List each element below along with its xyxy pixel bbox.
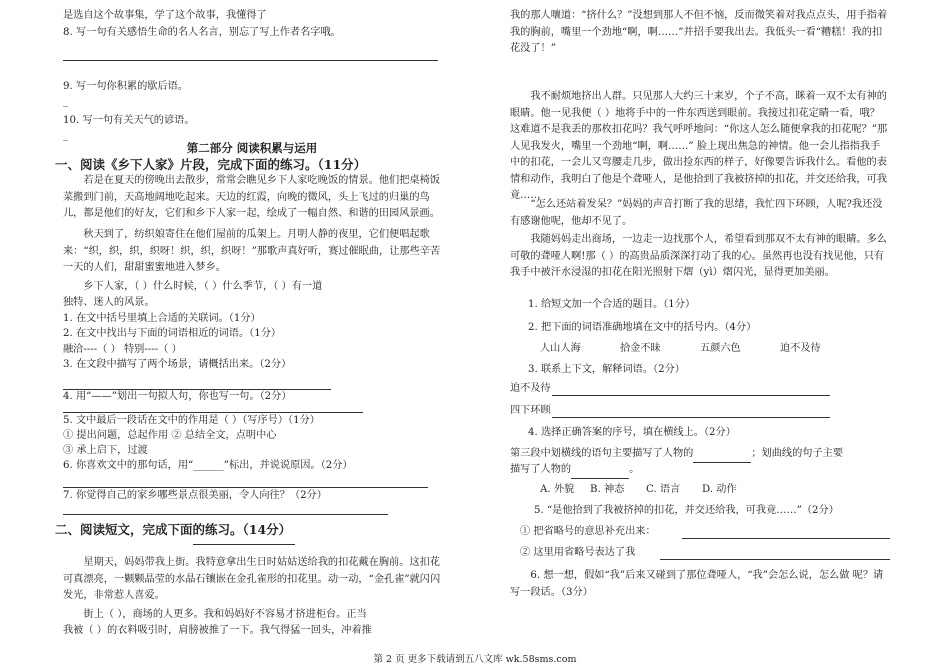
question-5-sub: ① 把省略号的意思补充出来： [520,526,656,537]
answer-options [540,482,870,499]
story-paragraph: 我被（ ）的衣料吸引时，肩膀被推了一下。我气得猛一回头，冲着推 [63,625,372,636]
dash-mark: _ [63,96,69,107]
question-2-words: 融洽----（ ） 特别----（ ） [63,344,182,355]
word-item: 五颜六色 [700,343,741,354]
passage-paragraph: 乡下人家，（ ）什么时候，（ ）什么季节，（ ）有一道 [83,281,323,292]
question-7: 7. 你觉得自己的家乡哪些景点很美丽，令人向往？（2分） [63,490,327,501]
answer-line [660,559,890,560]
story-paragraph: “怎么还站着发呆？”妈妈的声音打断了我的思绪，我忙四下环顾，人呢?我还没有感谢他呢，他却不见了。 [510,199,883,227]
question-8: 8. 写一句有关感悟生命的名人名言，别忘了写上作者名字哦。 [63,27,341,38]
option-line: ③ 承上启下，过渡 [63,445,148,456]
option: A. 外貌 [540,484,575,495]
story-paragraph: 星期天，妈妈带我上街。我特意拿出生日时姑姑送给我的扣花戴在胸前。这扣花可真漂亮，一颗颗晶莹的水晶石镶嵌在金孔雀形的扣花里。动一动，“金孔雀”就闪闪发光，非常惹人喜爱。 [63,557,441,601]
passage-paragraph: 若是在夏天的傍晚出去散步，常常会瞧见乡下人家吃晚饭的情景。他们把桌椅饭菜搬到门前，天高地阔地吃起来。天边的红霞，向晚的微风，头上飞过的归巢的鸟儿，都是他们的好友，它们和乡下人家一起，绘成了一幅自然、和谐的田园风景画。 [63,175,440,219]
answer-line [552,417,830,418]
option: D. 动作 [702,484,737,495]
story-paragraph: 我不耐烦地挤出人群。只见那人大约三十来岁，个子不高，眯着一双不太有神的眼睛。他一见我便（ ）地将手中的一件东西送到眼前。我接过扣花定睛一看，哦？这难道不是我丢的那枚扣花吗？我气呼呼地问：“你这人怎么随便拿我的扣花呢？”那人见我发火，嘴里一个劲地“啊，啊……” 脸上现出焦急的神情。他一会儿指指我手中的扣花，一会儿又弯腰走几步，做出捡东西的样子，好像要告诉我什么。看他的表情和动作，我明白了他是个聋哑人，是他拾到了我被挤掉的扣花，并交还给我，可我竟…… [510,91,888,201]
word-label: 迫不及待 [510,383,551,394]
q4-part: ；划曲线的句子主要 [751,448,844,459]
q4-part: 。 [629,464,640,475]
story-paragraph: 我随妈妈走出商场，一边走一边找那个人，希望看到那双不太有神的眼睛。多么可敬的聋哑人啊!那（ ）的高贵品质深深打动了我的心。虽然再也没有找见他，只有我手中被汗水浸湿的扣花在阳光照射下熠（yì）熠闪光，显得更加美丽。 [510,234,887,278]
word-item: 人山人海 [540,343,581,354]
story-paragraph: 街上（ ），商场的人更多。我和妈妈好不容易才挤进柜台。正当 [83,609,367,620]
question-2: 2. 在文中找出与下面的词语相近的词语。（1分） [63,328,282,339]
q4-part: 第三段中划横线的语句主要描写了人物的 [510,448,694,459]
question-3: 3. 联系上下文，解释词语。（2分） [528,364,685,375]
passage-paragraph: 独特、迷人的风景。 [63,297,155,308]
question-1: 1. 在文中括号里填上合适的关联词。（1分） [63,313,261,324]
question-5: 5. “是他拾到了我被挤掉的扣花，并交还给我，可我竟……”（2分） [534,505,839,516]
question-10: 10. 写一句有关天气的谚语。 [63,115,195,126]
question-4: 4. 选择正确答案的序号，填在横线上。（2分） [528,427,736,438]
question-4: 4. 用“——”划出一句拟人句，你也写一句。（2分） [63,391,292,402]
question-1: 1. 给短文加一个合适的题目。（1分） [528,299,696,310]
question-6: 6. 想一想，假如“我”后来又碰到了那位聋哑人，“我”会怎么说，怎么做 呢？请写一段话。（3分） [510,570,884,598]
answer-line [63,514,388,515]
passage-paragraph: 秋天到了，纺织娘寄住在他们屋前的瓜架上。月明人静的夜里，它们便唱起歌来：“织，织，织，织呀！织，织，织呀！”那歌声真好听，赛过催眠曲，让那些辛苦一天的人们，甜甜蜜蜜地进入梦乡。 [63,229,441,273]
question-5-sub: ② 这里用省略号表达了我 [520,547,636,558]
answer-blank [571,466,629,479]
q4-part: 描写了人物的 [510,464,572,475]
answer-line [552,395,830,396]
section-2-title: 二、阅读短文，完成下面的练习。（14分） [55,522,292,537]
question-4-text [510,462,639,479]
option: B. 神态 [590,484,625,495]
question-6: 6. 你喜欢文中的那句话，用“______”标出，并说说原因。（2分） [63,460,353,471]
question-5: 5. 文中最后一段话在文中的作用是（ ）（写序号）（1分） [63,415,320,426]
title-blank [193,544,295,545]
word-label: 四下环顾 [510,405,551,416]
word-item: 拾金不昧 [620,343,661,354]
page-footer: 第 2 页 更多下载请到五八文库 wk.58sms.com [373,654,577,665]
answer-line [682,538,890,539]
question-3: 3. 在文段中描写了两个场景，请概括出来。（2分） [63,359,292,370]
story-paragraph: 我的那人嚷道：“挤什么？”没想到那人不但不恼，反而微笑着对我点点头，用手指着我的胸前，嘴里一个劲地“啊，啊……”并招手要我出去。我低头一看“糟糕！我的扣花没了！” [510,10,888,54]
question-7-tail: 是选自这个故事集，学了这个故事，我懂得了 [63,10,267,21]
question-4-text [510,446,890,463]
section-1-title: 一、阅读《乡下人家》片段，完成下面的练习。（11分） [55,157,367,172]
question-2: 2. 把下面的词语准确地填在文中的括号内。（4分） [528,322,757,333]
part-title: 第二部分 阅读积累与运用 [186,141,318,155]
option-line: ① 提出问题，总起作用 ② 总结全文，点明中心 [63,430,277,441]
option: C. 语言 [646,484,681,495]
question-9: 9. 写一句你积累的歇后语。 [63,81,189,92]
word-item: 迫不及待 [780,343,821,354]
answer-line [63,60,438,61]
dash-mark: _ [63,130,69,141]
word-bank [540,341,880,358]
answer-blank [693,450,751,463]
